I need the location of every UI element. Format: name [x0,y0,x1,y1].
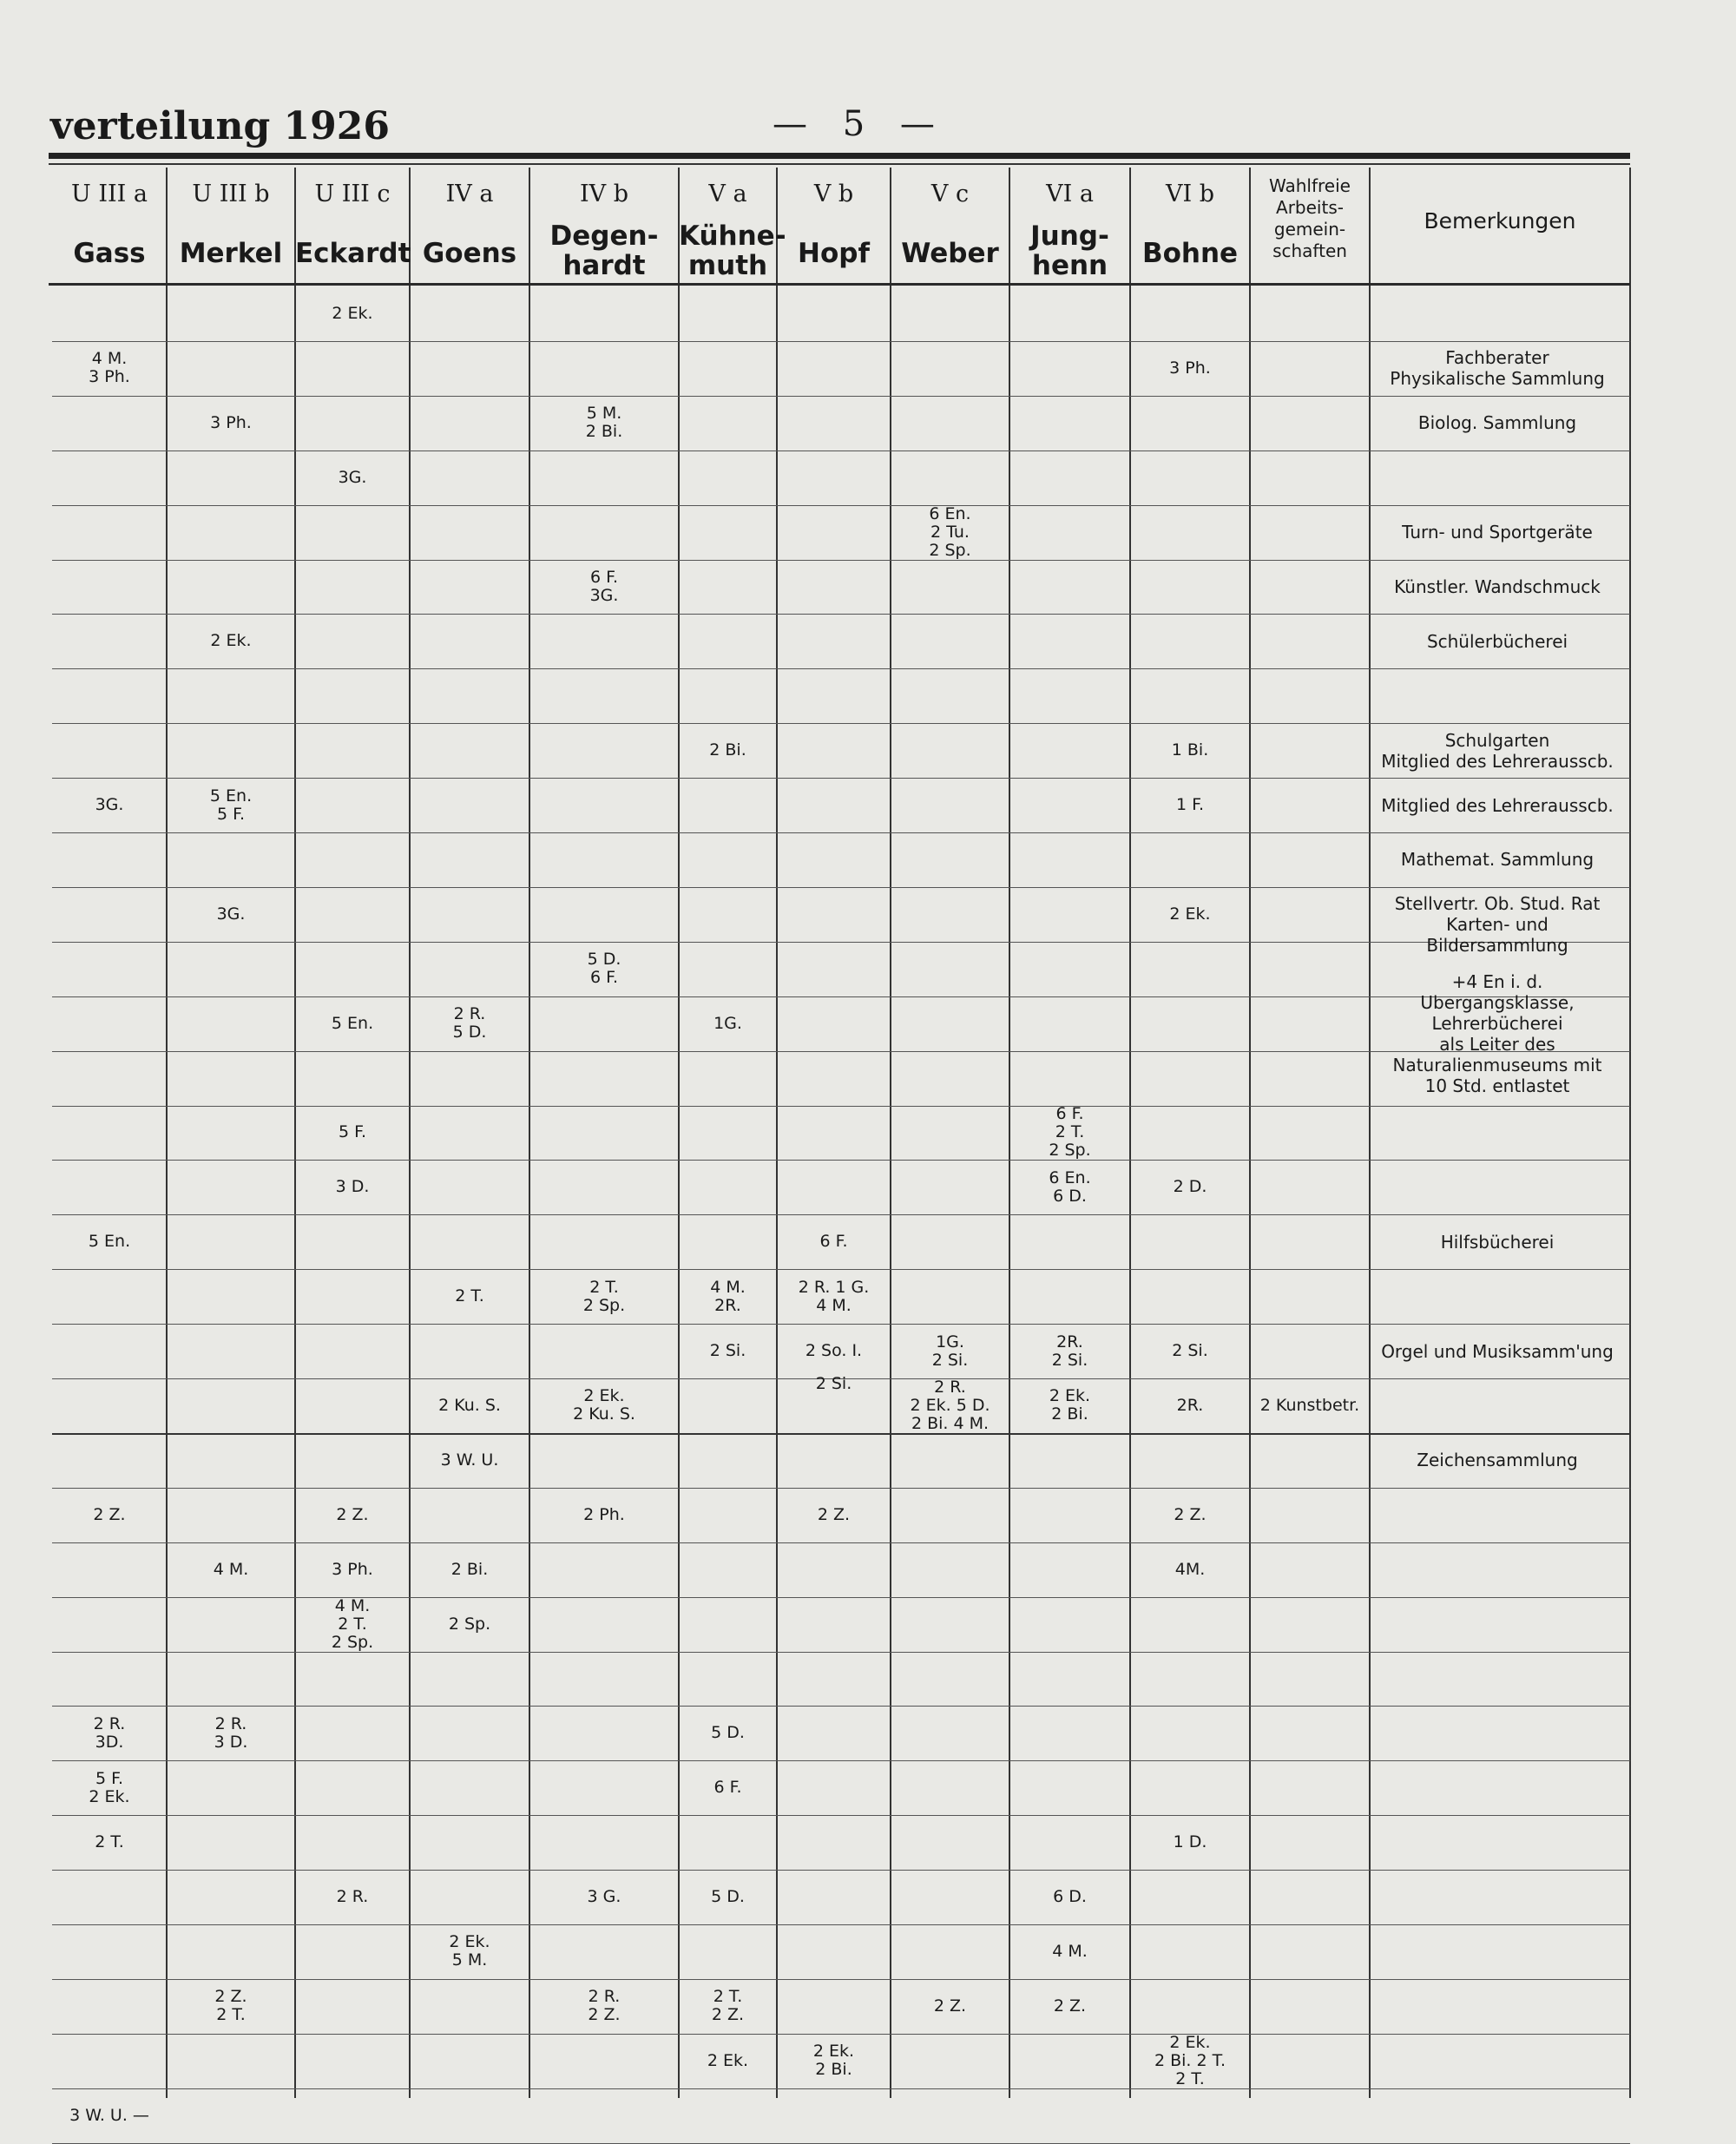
header-rule [49,283,1630,286]
schedule-entry: 4 M. [1052,1942,1088,1961]
header-class-label: U III a [70,181,148,207]
page-title: verteilung 1926 [50,104,391,148]
header-class-label: V b [813,181,854,207]
schedule-entry: 2 T. [455,1286,484,1305]
row-divider [52,2034,1630,2035]
schedule-entry: 2 Si. [1172,1341,1208,1360]
schedule-entry: 2 So. I. [805,1341,863,1360]
schedule-entry: 2 Ek. [210,631,252,650]
schedule-entry: 3 W. U. — [69,2106,149,2125]
column-divider [1129,168,1131,2098]
top-rule-thin [49,163,1630,165]
remark-entry: Schulgarten Mitglied des Lehrerausscb. [1381,730,1614,772]
schedule-entry: 2 Ek. 2 Bi. 2 T. 2 T. [1154,2033,1226,2088]
schedule-entry: 5 D. 6 F. [587,950,621,987]
column-divider [409,168,411,2098]
remark-entry: Turn- und Sportgeräte [1402,522,1593,543]
row-divider [52,614,1630,615]
remark-entry: Mitglied des Lehrerausscb. [1381,795,1614,816]
header-class-label: U III b [192,181,270,207]
row-divider [52,1597,1630,1598]
schedule-entry: 3 G. [587,1887,621,1906]
schedule-entry: 6 En. 6 D. [1049,1168,1091,1206]
row-divider [52,1870,1630,1871]
row-divider [52,1488,1630,1489]
header-class-label: IV b [579,181,629,207]
remark-entry: Fachberater Physikalische Sammlung [1390,347,1605,389]
schedule-entry: 5 D. [711,1723,745,1742]
elective-entry: 2 Kunstbetr. [1259,1396,1360,1415]
row-divider [52,1269,1630,1270]
schedule-entry: 2 Z. [93,1505,126,1524]
schedule-entry: 2 R. [336,1887,369,1906]
schedule-entry: 2 Z. [1053,1996,1087,2016]
schedule-entry: 5 D. [711,1887,745,1906]
schedule-entry: 5 M. 2 Bi. [585,404,623,441]
row-divider [52,723,1630,724]
schedule-entry: 3 W. U. [440,1450,499,1470]
remark-entry: Biolog. Sammlung [1417,412,1577,433]
row-divider [52,1924,1630,1925]
remark-entry: Mathemat. Sammlung [1400,849,1595,870]
schedule-entry: 2 Si. [815,1374,852,1393]
header-class-label: V c [930,181,970,207]
header-teacher-name: Jung- henn [1030,220,1109,281]
header-class-label: V a [708,181,747,207]
schedule-entry: 5 En. [88,1232,131,1251]
row-divider [52,1214,1630,1215]
column-divider [1369,168,1371,2098]
header-teacher-name: Bohne [1141,238,1239,269]
column-divider [890,168,891,2098]
row-divider [52,1652,1630,1653]
schedule-entry: 3G. [216,904,246,924]
header-class-label: VI a [1046,181,1094,207]
schedule-entry: 2 Ek. [1169,904,1211,924]
schedule-entry: 6 F. [713,1778,742,1797]
row-divider [52,341,1630,342]
schedule-entry: 4 M. 3 Ph. [89,349,130,386]
row-divider [52,505,1630,506]
schedule-entry: 4M. [1174,1560,1206,1579]
remark-entry: +4 En i. d. Ubergangsklasse, Lehrerbücherei als Leiter des Naturalienmuseums mit 10 Std. entlastet [1392,971,1602,1096]
schedule-entry: 2 R. 2 Z. [588,1987,621,2024]
row-divider [52,2088,1630,2089]
top-rule [49,153,1630,159]
schedule-entry: 1 Bi. [1171,740,1209,760]
row-divider [52,832,1630,833]
row-divider [52,396,1630,397]
schedule-entry: 3G. [95,795,124,814]
schedule-entry: 2 Z. [933,1996,967,2016]
schedule-entry: 2 Ek. [707,2051,749,2070]
schedule-entry: 2 Bi. [450,1560,489,1579]
column-divider [166,168,168,2098]
schedule-entry: 2 Z. [1174,1505,1207,1524]
schedule-entry: 5 F. [338,1122,367,1141]
schedule-entry: 2 Ek. 2 Bi. [812,2042,855,2079]
row-divider [52,887,1630,888]
row-divider [52,778,1630,779]
schedule-entry: 2 Ek. 2 Ku. S. [573,1386,635,1424]
schedule-entry: 5 En. [331,1014,374,1033]
schedule-entry: 2 Ek. 5 M. [449,1932,490,1970]
schedule-entry: 2 R. 3D. [93,1714,126,1752]
schedule-entry: 2R. 2 Si. [1051,1332,1088,1370]
schedule-entry: 2R. [1176,1396,1204,1415]
schedule-entry: 2 D. [1173,1177,1207,1196]
schedule-entry: 5 En. 5 F. [209,786,253,824]
row-divider [52,668,1630,669]
header-teacher-name: Weber [901,238,999,269]
remark-entry: Hilfsbücherei [1440,1232,1555,1253]
header-teacher-name: Hopf [798,238,870,269]
schedule-entry: 2 Ek. [332,304,373,323]
schedule-entry: 2 T. 2 Z. [711,1987,745,2024]
schedule-entry: 1 D. [1173,1832,1207,1851]
column-divider [678,168,680,2098]
schedule-entry: 1G. 2 Si. [931,1332,969,1370]
row-divider [52,1324,1630,1325]
row-divider [52,1760,1630,1761]
remark-entry: Schülerbücherei [1426,631,1568,652]
column-divider [1009,168,1010,2098]
schedule-entry: 3 Ph. [210,413,252,432]
header-class-label: U III c [314,181,391,207]
column-divider [1629,168,1631,2098]
schedule-entry: 2 Ph. [583,1505,625,1524]
schedule-entry: 4 M. 2R. [710,1278,746,1315]
schedule-entry: 6 F. 3G. [589,568,619,605]
schedule-entry: 3 D. [335,1177,370,1196]
schedule-entry: 3 Ph. [332,1560,373,1579]
column-divider [529,168,530,2098]
schedule-entry: 2 R. 1 G. 4 M. [798,1278,870,1315]
header-remarks: Bemerkungen [1424,208,1576,233]
schedule-entry: 5 F. 2 Ek. [89,1769,130,1806]
row-divider [52,1433,1630,1435]
header-teacher-name: Kühne- muth [679,220,786,281]
header-elective: Wahlfreie Arbeits- gemein- schaften [1269,175,1351,261]
schedule-entry: 2 Si. [709,1341,746,1360]
schedule-entry: 1 F. [1175,795,1205,814]
header-class-label: IV a [445,181,494,207]
schedule-entry: 2 T. [95,1832,124,1851]
schedule-entry: 2 R. 5 D. [452,1004,487,1042]
schedule-entry: 4 M. [213,1560,249,1579]
header-teacher-name: Gass [73,238,146,269]
page-number: — 5 — [773,104,947,144]
schedule-entry: 6 F. [819,1232,848,1251]
remark-entry: Künstler. Wandschmuck [1394,576,1601,597]
column-divider [1249,168,1251,2098]
column-divider [294,168,296,2098]
schedule-entry: 6 En. 2 Tu. 2 Sp. [929,504,971,560]
remark-entry: Stellvertr. Ob. Stud. Rat Karten- und Bildersammlung [1394,893,1601,956]
header-class-label: VI b [1165,181,1215,207]
schedule-entry: 2 Ku. S. [438,1396,501,1415]
column-divider [776,168,778,2098]
schedule-entry: 2 Sp. [448,1615,491,1634]
row-divider [52,1979,1630,1980]
row-divider [52,1706,1630,1707]
schedule-entry: 2 R. 2 Ek. 5 D. 2 Bi. 4 M. [910,1378,990,1433]
schedule-entry: 6 F. 2 T. 2 Sp. [1049,1104,1091,1160]
header-teacher-name: Goens [422,238,517,269]
row-divider [52,1815,1630,1816]
schedule-entry: 2 R. 3 D. [214,1714,248,1752]
remark-entry: Orgel und Musiksamm'ung [1381,1341,1614,1362]
schedule-entry: 2 T. 2 Sp. [582,1278,626,1315]
row-divider [52,560,1630,561]
remark-entry: Zeichensammlung [1417,1450,1578,1470]
schedule-entry: 3 Ph. [1169,358,1211,378]
row-divider [52,1106,1630,1107]
schedule-entry: 6 D. [1053,1887,1087,1906]
schedule-entry: 4 M. 2 T. 2 Sp. [331,1596,374,1652]
header-teacher-name: Merkel [179,238,283,269]
row-divider [52,1160,1630,1161]
schedule-entry: 2 Z. [817,1505,851,1524]
row-divider [52,1542,1630,1543]
schedule-entry: 1G. [713,1014,742,1033]
schedule-entry: 2 Ek. 2 Bi. [1049,1386,1091,1424]
schedule-entry: 2 Z. [336,1505,369,1524]
schedule-entry: 3G. [338,468,367,487]
schedule-entry: 2 Bi. [709,740,746,760]
schedule-entry: 2 Z. 2 T. [214,1987,247,2024]
header-teacher-name: Degen- hardt [549,220,659,281]
header-teacher-name: Eckardt [295,238,411,269]
